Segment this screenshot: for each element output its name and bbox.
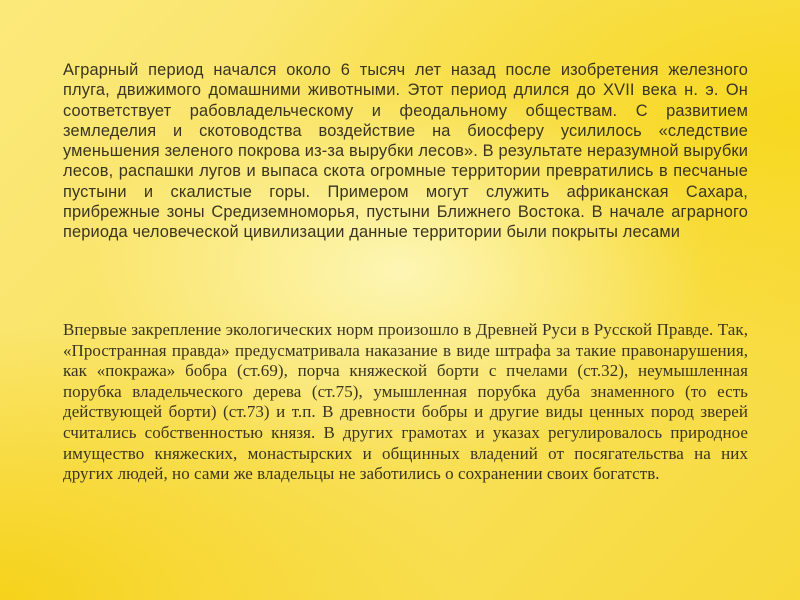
paragraph-agrarian-period: Аграрный период начался около 6 тысяч лет назад после изобретения железного плуга, движимого домашними животными. Этот период длился до XVII века н. э. Он соответствует рабовладельческому и феодальному обществам. С развитием земледелия и скотоводства воздействие на биосферу усилилось «следствие уменьшения зеленого покрова из-за вырубки лесов». В результате неразумной вырубки лесов, распашки лугов и выпаса скота огромные территории превратились в песчаные пустыни и скалистые горы. Примером могут служить африканская Сахара, прибрежные зоны Средиземноморья, пустыни Ближнего Востока. В начале аграрного периода человеческой цивилизации данные территории были покрыты лесами (63, 61, 748, 242)
paragraph-russkaya-pravda: Впервые закрепление экологических норм произошло в Древней Руси в Русской Правде. Так, «Пространная правда» предусматривала наказание в виде штрафа за такие правонарушения, как «покража» бобра (ст.69), порча княжеской борти с пчелами (ст.32), неумышленная порубка владельческого дерева (ст.75), умышленная порубка дуба знаменного (то есть действующей борти) (ст.73) и т.п. В древности бобры и другие виды ценных пород зверей считались собственностью князя. В других грамотах и указах регулировалось природное имущество княжеских, монастырских и общинных владений от посягательства на них других людей, но сами же владельцы не заботились о сохранении своих богатств. (63, 320, 748, 484)
